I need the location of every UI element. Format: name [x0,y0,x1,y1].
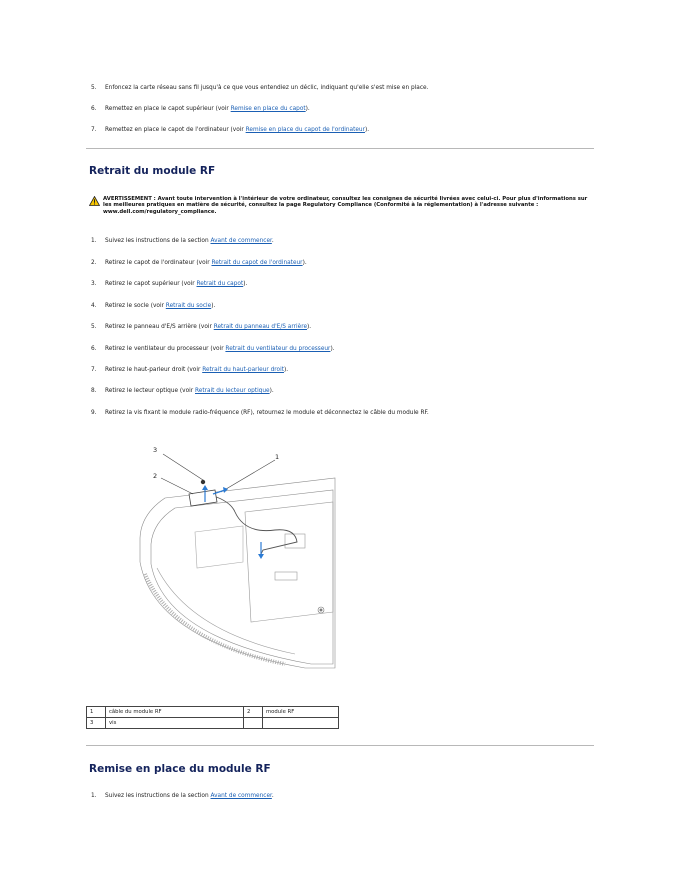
section-title-retrait: Retrait du module RF [89,165,216,177]
list-item: 6. Retirez le ventilateur du processeur (voir Retrait du ventilateur du processeur). [91,346,335,352]
link-retrait-ventilateur[interactable]: Retrait du ventilateur du processeur [225,346,331,352]
divider [86,148,594,149]
list-item: 7. Remettez en place le capot de l'ordinateur (voir Remise en place du capot de l'ordinateur). [91,127,370,133]
list-item: 5. Enfoncez la carte réseau sans fil jusqu'à ce que vous entendiez un déclic, indiquant qu'elle s'est mise en place. [91,85,429,91]
link-avant-de-commencer[interactable]: Avant de commencer [210,238,272,244]
link-remise-capot[interactable]: Remise en place du capot [230,106,306,112]
list-item: 6. Remettez en place le capot supérieur (voir Remise en place du capot). [91,106,310,112]
list-item: 5. Retirez le panneau d'E/S arrière (voir Retrait du panneau d'E/S arrière). [91,324,312,330]
link-retrait-haut-parleur[interactable]: Retrait du haut-parleur droit [202,367,284,373]
link-retrait-capot-ordinateur[interactable]: Retrait du capot de l'ordinateur [211,260,303,266]
link-retrait-panneau-es[interactable]: Retrait du panneau d'E/S arrière [213,324,308,330]
link-remise-capot-ordinateur[interactable]: Remise en place du capot de l'ordinateur [245,127,365,133]
table-row: 1 câble du module RF 2 module RF [87,707,339,718]
callout-2: 2 [153,472,158,480]
list-item: 2. Retirez le capot de l'ordinateur (voir Retrait du capot de l'ordinateur). [91,260,307,266]
list-item: 7. Retirez le haut-parleur droit (voir Retrait du haut-parleur droit). [91,367,289,373]
link-retrait-lecteur-optique[interactable]: Retrait du lecteur optique [195,388,270,394]
list-item: 9. Retirez la vis fixant le module radio-fréquence (RF), retournez le module et déconnectez le câble du module RF. [91,410,429,416]
list-item: 1. Suivez les instructions de la section Avant de commencer. [91,238,274,244]
table-row: 3 vis [87,718,339,729]
list-item: 8. Retirez le lecteur optique (voir Retrait du lecteur optique). [91,388,274,394]
callout-3: 3 [153,446,158,454]
link-retrait-socle[interactable]: Retrait du socle [165,303,212,309]
link-avant-de-commencer-2[interactable]: Avant de commencer [210,793,272,799]
list-item: 4. Retirez le socle (voir Retrait du socle). [91,303,216,309]
list-item: 3. Retirez le capot supérieur (voir Retrait du capot). [91,281,248,287]
warning-icon [89,196,100,206]
list-item: 1. Suivez les instructions de la section Avant de commencer. [91,793,274,799]
divider [86,745,594,746]
warning-text: AVERTISSEMENT : Avant toute intervention à l'intérieur de votre ordinateur, consultez les consignes de sécurité livrées avec celui-ci. Pour plus d'informations sur les meilleures pratiques en matière de sécurité, consultez la page Regulatory Compliance (Conformité à la réglementation) à l'adresse suivante : www.dell.com/regulatory_compliance. [103,196,588,215]
link-retrait-capot[interactable]: Retrait du capot [196,281,244,287]
legend-table [86,706,339,729]
section-title-remise: Remise en place du module RF [89,763,271,775]
screw-marker [201,480,205,484]
callout-1: 1 [275,453,280,461]
rf-module-illustration [135,442,350,674]
